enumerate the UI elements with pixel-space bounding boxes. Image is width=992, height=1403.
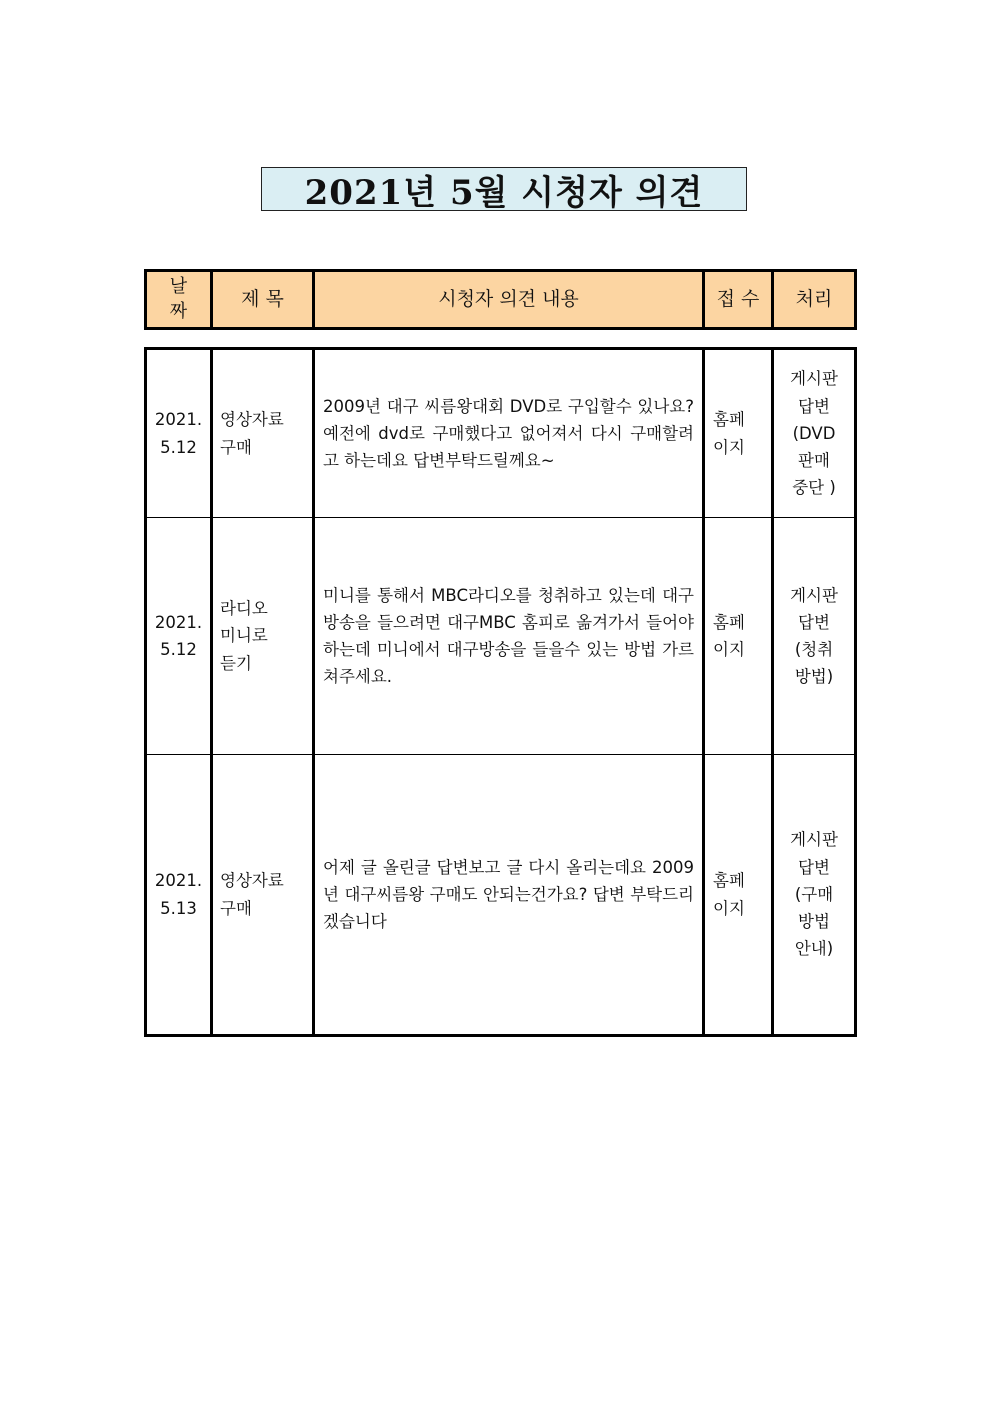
row-content: 미니를 통해서 MBC라디오를 청취하고 있는데 대구방송을 들으려면 대구MBC 홈피로 옮겨가서 들어야 하는데 미니에서 대구방송을 들을수 있는 방법 가르쳐주세요. xyxy=(314,518,704,755)
row-received: 홈페 이지 xyxy=(704,349,773,518)
header-content: 시청자 의견 내용 xyxy=(314,271,704,329)
table-header xyxy=(144,269,857,330)
header-processing: 처리 xyxy=(773,271,856,329)
table-row xyxy=(146,349,856,518)
header-date: 날 짜 xyxy=(146,271,212,329)
row-date: 2021. 5.13 xyxy=(146,755,212,1036)
row-processing: 게시판 답변 (청취 방법) xyxy=(773,518,856,755)
document-title: 2021년 5월 시청자 의견 xyxy=(261,167,747,211)
table-row xyxy=(146,755,856,1036)
table-row xyxy=(146,518,856,755)
row-received: 홈페 이지 xyxy=(704,755,773,1036)
header-subject: 제 목 xyxy=(212,271,314,329)
header-row xyxy=(146,271,856,329)
row-content: 어제 글 올린글 답변보고 글 다시 올리는데요 2009년 대구씨름왕 구매도 안되는건가요? 답변 부탁드리겠습니다 xyxy=(314,755,704,1036)
row-date: 2021. 5.12 xyxy=(146,518,212,755)
row-subject: 영상자료 구매 xyxy=(212,349,314,518)
row-processing: 게시판 답변 (구매 방법 안내) xyxy=(773,755,856,1036)
row-received: 홈페 이지 xyxy=(704,518,773,755)
row-date: 2021. 5.12 xyxy=(146,349,212,518)
opinion-table xyxy=(144,347,857,1037)
row-processing: 게시판 답변 (DVD 판매 중단 ) xyxy=(773,349,856,518)
row-subject: 라디오 미니로 듣기 xyxy=(212,518,314,755)
header-received: 접 수 xyxy=(704,271,773,329)
row-content: 2009년 대구 씨름왕대회 DVD로 구입할수 있나요? 예전에 dvd로 구매했다고 없어져서 다시 구매할려고 하는데요 답변부탁드릴께요~ xyxy=(314,349,704,518)
row-subject: 영상자료 구매 xyxy=(212,755,314,1036)
